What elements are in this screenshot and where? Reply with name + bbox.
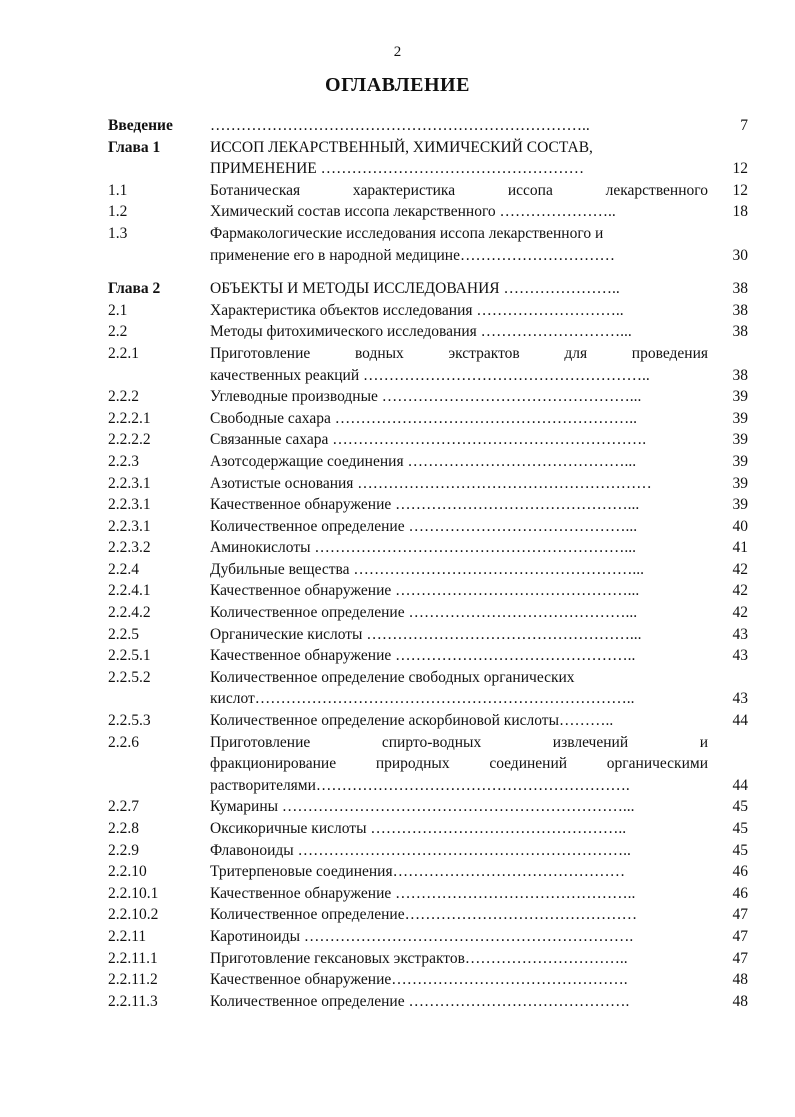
toc-entry-title-line: Качественное обнаружение ………………………………………..: [210, 884, 636, 902]
toc-entry-title-line: Качественное обнаружение……………………………………….: [210, 971, 628, 989]
toc-entry: [108, 710, 748, 732]
toc-entry-page: 44: [732, 776, 748, 794]
toc-entry-title: [210, 137, 708, 180]
toc-entry: [108, 115, 748, 137]
toc-entry-number: 2.2.7: [108, 798, 139, 816]
toc-entry-page: 43: [732, 647, 748, 665]
toc-entry-title-line: Азотсодержащие соединения ……………………………………...: [210, 452, 637, 470]
toc-entry: [108, 926, 748, 948]
toc-entry-page: 47: [732, 906, 748, 924]
toc-entry: [108, 818, 748, 840]
toc-entry-title-line: Химический состав иссопа лекарственного …………………..: [210, 203, 616, 221]
toc-entry-title: [210, 537, 708, 559]
toc-entry-page: 39: [732, 409, 748, 427]
toc-entry-page: 45: [732, 841, 748, 859]
toc-entry-page: 46: [732, 863, 748, 881]
toc-entry-title: [210, 473, 708, 495]
toc-entry-page: 47: [732, 927, 748, 945]
toc-entry-number: 2.2.11.3: [108, 992, 158, 1010]
toc-entry-number: 2.2.6: [108, 733, 139, 751]
toc-entry-page: 39: [732, 496, 748, 514]
toc-entry-title-line: Методы фитохимического исследования ………………………...: [210, 323, 632, 341]
toc-entry-title-line: кислот………………………………………………………………..: [210, 690, 635, 708]
toc-entry: [108, 300, 748, 322]
toc-entry: [108, 667, 748, 710]
toc-entry: [108, 559, 748, 581]
toc-entry-number: Введение: [108, 117, 173, 134]
toc-entry-title: [210, 861, 708, 883]
toc-entry-number: Глава 2: [108, 280, 161, 298]
toc-entry-title-line: Фармакологические исследования иссопа лекарственного и: [210, 224, 604, 242]
toc-entry: [108, 537, 748, 559]
toc-entry-page: 18: [732, 203, 748, 221]
toc-entry-number: 2.2.10.2: [108, 906, 159, 924]
toc-entry: [108, 948, 748, 970]
toc-entry-title-line: Количественное определение ……………………………………...: [210, 604, 638, 622]
toc-entry-page: 38: [732, 280, 748, 298]
toc-entry-page: 43: [732, 625, 748, 643]
toc-entry-title: [210, 343, 708, 386]
toc-entry: [108, 223, 748, 266]
toc-entry-number: 2.2.10: [108, 863, 147, 881]
toc-entry-title: [210, 969, 708, 991]
toc-entry-title-line: Количественное определение аскорбиновой кислоты………..: [210, 712, 614, 730]
toc-entry-title-line: качественных реакций ………………………………………………..: [210, 366, 650, 384]
toc-entry: [108, 840, 748, 862]
toc-entry-number: 2.2.4.2: [108, 604, 151, 622]
toc-entry-number: 1.2: [108, 203, 128, 221]
toc-entry-page: 43: [732, 690, 748, 708]
toc-entry: [108, 883, 748, 905]
toc-entry-number: Глава 1: [108, 138, 161, 156]
toc-entry: [108, 602, 748, 624]
toc-entry-page: 39: [732, 431, 748, 449]
section-gap: [108, 266, 748, 278]
toc-entry: [108, 516, 748, 538]
toc-entry-title-line: ………………………………………………………………..: [210, 117, 590, 134]
toc-entry-title-line: Качественное обнаружение ………………………………………...: [210, 582, 640, 600]
toc-entry-title-line: Количественное определение свободных органических: [210, 668, 575, 686]
toc-entry-page: 42: [732, 604, 748, 622]
toc-entry-title: [210, 201, 708, 223]
toc-entry-title-line: Дубильные вещества ………………………………………………...: [210, 560, 645, 578]
toc-entry-title: [210, 991, 708, 1013]
toc-entry: [108, 201, 748, 223]
toc-entry-number: 1.3: [108, 224, 128, 242]
toc-entry-title-line: Характеристика объектов исследования ………………………..: [210, 301, 624, 319]
toc-entry-page: 41: [732, 539, 748, 557]
toc-entry: [108, 429, 748, 451]
toc-entry-page: 45: [732, 820, 748, 837]
toc-entry-title: [210, 180, 708, 202]
toc-entry-title-line: Углеводные производные …………………………………………...: [210, 388, 642, 406]
toc-entry-number: 2.2.11.2: [108, 971, 158, 989]
toc-entry-title: [210, 559, 708, 581]
toc-entry-title-line: Количественное определение ……………………………………...: [210, 517, 638, 535]
toc-entry-title-line: Приготовление водных экстрактов для проведения: [210, 344, 708, 362]
toc-entry-page: 12: [732, 181, 748, 199]
toc-entry-number: 1.1: [108, 181, 128, 199]
toc-entry-title-line: Кумарины …………………………………………………………...: [210, 798, 635, 816]
toc-entry-title-line: Свободные сахара …………………………………………………..: [210, 409, 637, 427]
toc-entry: [108, 451, 748, 473]
toc-entry-page: 48: [732, 971, 748, 989]
toc-entry-title: [210, 645, 708, 667]
toc-entry: [108, 408, 748, 430]
toc-entry-title: [210, 883, 708, 905]
toc-entry-page: 44: [732, 712, 748, 730]
toc-entry-number: 2.2.5: [108, 625, 139, 643]
toc-entry-number: 2.2.11.1: [108, 949, 158, 967]
toc-entry-number: 2.2.11: [108, 927, 147, 945]
toc-entry-title: [210, 321, 708, 343]
toc-entry-number: 2.2.8: [108, 820, 139, 837]
toc-entry-title: [210, 667, 708, 710]
toc-entry: [108, 991, 748, 1013]
toc-entry-page: 38: [732, 301, 748, 319]
toc-entry-number: 2.2.5.3: [108, 712, 151, 730]
toc-entry-title: [210, 840, 708, 862]
toc-entry-title-line: Флавоноиды ………………………………………………………..: [210, 841, 631, 859]
toc-entry-number: 2.2: [108, 323, 128, 341]
toc-entry-page: 42: [732, 582, 748, 600]
toc-entry-page: 48: [732, 992, 748, 1010]
toc-entry-number: 2.2.3.1: [108, 517, 151, 535]
toc-entry-title: [210, 451, 708, 473]
toc-entry: [108, 645, 748, 667]
toc-entry-title-line: Тритерпеновые соединения………………………………………: [210, 863, 626, 881]
toc-entry-number: 2.2.5.2: [108, 668, 151, 686]
toc-entry-title-line: ОБЪЕКТЫ И МЕТОДЫ ИССЛЕДОВАНИЯ …………………..: [210, 280, 620, 298]
toc-entry-page: 39: [732, 388, 748, 406]
toc-entry: [108, 386, 748, 408]
toc-entry-title-line: ПРИМЕНЕНИЕ ……………………………………………: [210, 160, 585, 178]
toc-entry-title-line: растворителями…………………………………………………….: [210, 776, 630, 794]
toc-entry-title: [210, 926, 708, 948]
toc-entry-page: 40: [732, 517, 748, 535]
toc-entry: [108, 137, 748, 180]
toc-entry: [108, 904, 748, 926]
toc-entry: [108, 180, 748, 202]
toc-entry-number: 2.2.2.2: [108, 431, 151, 449]
toc-entry-title-line: Приготовление спирто-водных извлечений и: [210, 733, 708, 751]
toc-entry-page: 42: [732, 560, 748, 578]
toc-entry-title-line: Количественное определение …………………………………….: [210, 992, 630, 1010]
toc-entry-title: [210, 278, 708, 300]
toc-entry-page: 39: [732, 452, 748, 470]
toc-entry-title-line: Качественное обнаружение ………………………………………...: [210, 496, 640, 514]
toc-entry-title-line: Качественное обнаружение ………………………………………..: [210, 647, 636, 665]
toc-entry-page: 45: [732, 798, 748, 816]
toc-entry-number: 2.2.2.1: [108, 409, 151, 427]
toc-entry-number: 2.2.3.2: [108, 539, 151, 557]
toc-entry-title: [210, 732, 708, 797]
toc-entry-page: 39: [732, 474, 748, 492]
toc-entry-title: [210, 516, 708, 538]
toc-entry-title-line: применение его в народной медицине…………………………: [210, 246, 615, 264]
toc-entry-number: 2.2.4: [108, 560, 139, 578]
page-number: 2: [393, 44, 402, 60]
toc-entry-title-line: Оксикоричные кислоты …………………………………………..: [210, 820, 627, 837]
toc-entry-number: 2.2.10.1: [108, 884, 159, 902]
toc-entry-title-line: Ботаническая характеристика иссопа лекарственного: [210, 181, 708, 199]
toc-entry-title-line: Каротиноиды ……………………………………………………….: [210, 927, 634, 945]
toc-entry-title-line: фракционирование природных соединений органическими: [210, 755, 708, 773]
toc-entry-title-line: Приготовление гексановых экстрактов…………………………..: [210, 949, 628, 967]
toc-entry: [108, 321, 748, 343]
toc-entry-title: [210, 386, 708, 408]
toc-entry-title: [210, 494, 708, 516]
toc-entry: [108, 861, 748, 883]
toc-entry-number: 2.2.5.1: [108, 647, 151, 665]
toc-entry: [108, 580, 748, 602]
toc-entry: [108, 473, 748, 495]
toc-entry-title: [210, 624, 708, 646]
toc-entry-title-line: Органические кислоты ……………………………………………...: [210, 625, 642, 643]
toc-entry-number: 2.2.1: [108, 344, 139, 362]
toc-entry: [108, 278, 748, 300]
toc-entry-title-line: Аминокислоты ……………………………………………………...: [210, 539, 637, 557]
toc-entry-title: [210, 904, 708, 926]
toc-entry-page: 7: [740, 117, 748, 134]
toc-entry-number: 2.2.3.1: [108, 496, 151, 514]
toc-entry: [108, 343, 748, 386]
toc-entry-title: [210, 818, 708, 840]
toc-entry-title: [210, 429, 708, 451]
toc-entry: [108, 969, 748, 991]
toc-entry-page: 47: [732, 949, 748, 967]
toc-entry-title: [210, 602, 708, 624]
toc-entry-title: [210, 796, 708, 818]
toc-entry-number: 2.2.9: [108, 841, 139, 859]
toc-entry-title-line: Количественное определение………………………………………: [210, 906, 638, 924]
toc-entry-title-line: ИССОП ЛЕКАРСТВЕННЫЙ, ХИМИЧЕСКИЙ СОСТАВ,: [210, 138, 593, 156]
toc-entry-number: 2.2.3.1: [108, 474, 151, 492]
toc-entry-title: [210, 580, 708, 602]
toc-entry: [108, 624, 748, 646]
toc-entry-page: 38: [732, 366, 748, 384]
toc-entry-number: 2.2.2: [108, 388, 139, 406]
toc-entry-page: 38: [732, 323, 748, 341]
toc-entry-title: [210, 408, 708, 430]
toc-entry-number: 2.2.3: [108, 452, 139, 470]
toc-entry-title-line: Связанные сахара …………………………………………………….: [210, 431, 647, 449]
toc-entry-number: 2.1: [108, 301, 128, 319]
toc-entry: [108, 796, 748, 818]
toc-entry-title: [210, 710, 708, 732]
toc-entry-title: [210, 115, 708, 137]
toc-entry: [108, 494, 748, 516]
page-title: ОГЛАВЛЕНИЕ: [325, 74, 470, 96]
toc-entry-title-line: Азотистые основания …………………………………………………: [210, 474, 652, 492]
toc-entry-title: [210, 223, 708, 266]
toc-entry-title: [210, 300, 708, 322]
toc-entry-number: 2.2.4.1: [108, 582, 151, 600]
toc-entry-page: 30: [732, 246, 748, 264]
toc-entry: [108, 732, 748, 797]
toc-entry-title: [210, 948, 708, 970]
table-of-contents: [108, 115, 748, 1012]
toc-entry-page: 46: [732, 884, 748, 902]
toc-entry-page: 12: [732, 160, 748, 178]
